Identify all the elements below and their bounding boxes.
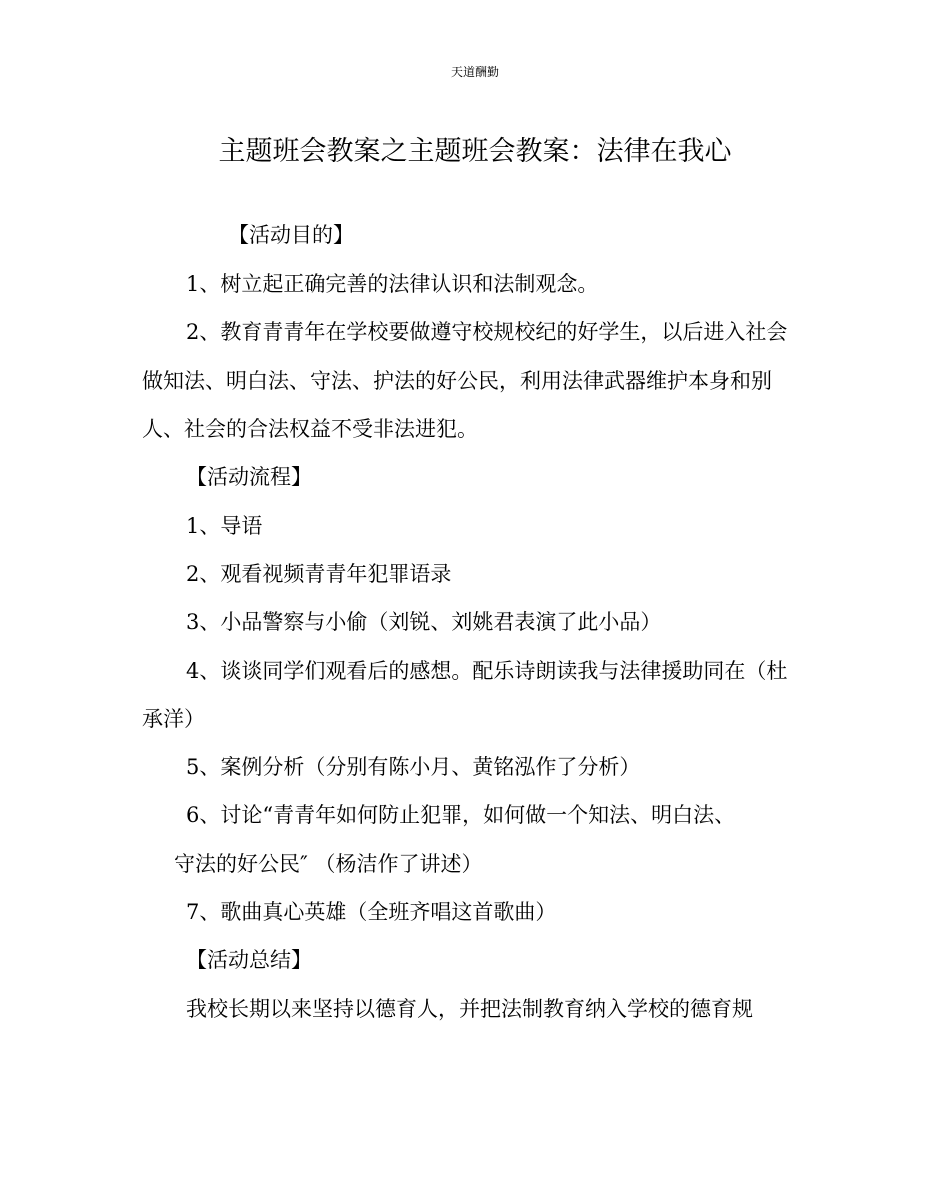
paragraph-line: 承洋） xyxy=(142,707,205,731)
section-heading-process: 【活动流程】 xyxy=(186,465,312,489)
document-title: 主题班会教案之主题班会教案：法律在我心 xyxy=(218,136,732,167)
paragraph-line: 我校长期以来坚持以德育人，并把法制教育纳入学校的德育规 xyxy=(186,997,753,1021)
paragraph-line: 做知法、明白法、守法、护法的好公民，利用法律武器维护本身和别 xyxy=(142,369,772,393)
paragraph-line: 2、教育青青年在学校要做遵守校规校纪的好学生，以后进入社会 xyxy=(186,320,788,344)
paragraph-line: 2、观看视频青青年犯罪语录 xyxy=(186,562,452,586)
paragraph-line: 人、社会的合法权益不受非法进犯。 xyxy=(142,417,478,441)
paragraph-line: 6、讨论“青青年如何防止犯罪，如何做一个知法、明白法、 xyxy=(186,803,736,827)
paragraph-line: 3、小品警察与小偷（刘锐、刘姚君表演了此小品） xyxy=(186,610,662,634)
paragraph-line: 5、案例分析（分别有陈小月、黄铭泓作了分析） xyxy=(186,755,641,779)
paragraph-line: 4、谈谈同学们观看后的感想。配乐诗朗读我与法律援助同在（杜 xyxy=(186,659,788,683)
paragraph-line: 守法的好公民″ （杨洁作了讲述） xyxy=(174,852,483,876)
paragraph-line: 1、树立起正确完善的法律认识和法制观念。 xyxy=(186,272,599,296)
section-heading-purpose: 【活动目的】 xyxy=(228,223,354,247)
section-heading-summary: 【活动总结】 xyxy=(186,948,312,972)
paragraph-line: 1、导语 xyxy=(186,514,263,538)
paragraph-line: 7、歌曲真心英雄（全班齐唱这首歌曲） xyxy=(186,900,557,924)
page-header: 天道酬勤 xyxy=(450,65,499,79)
